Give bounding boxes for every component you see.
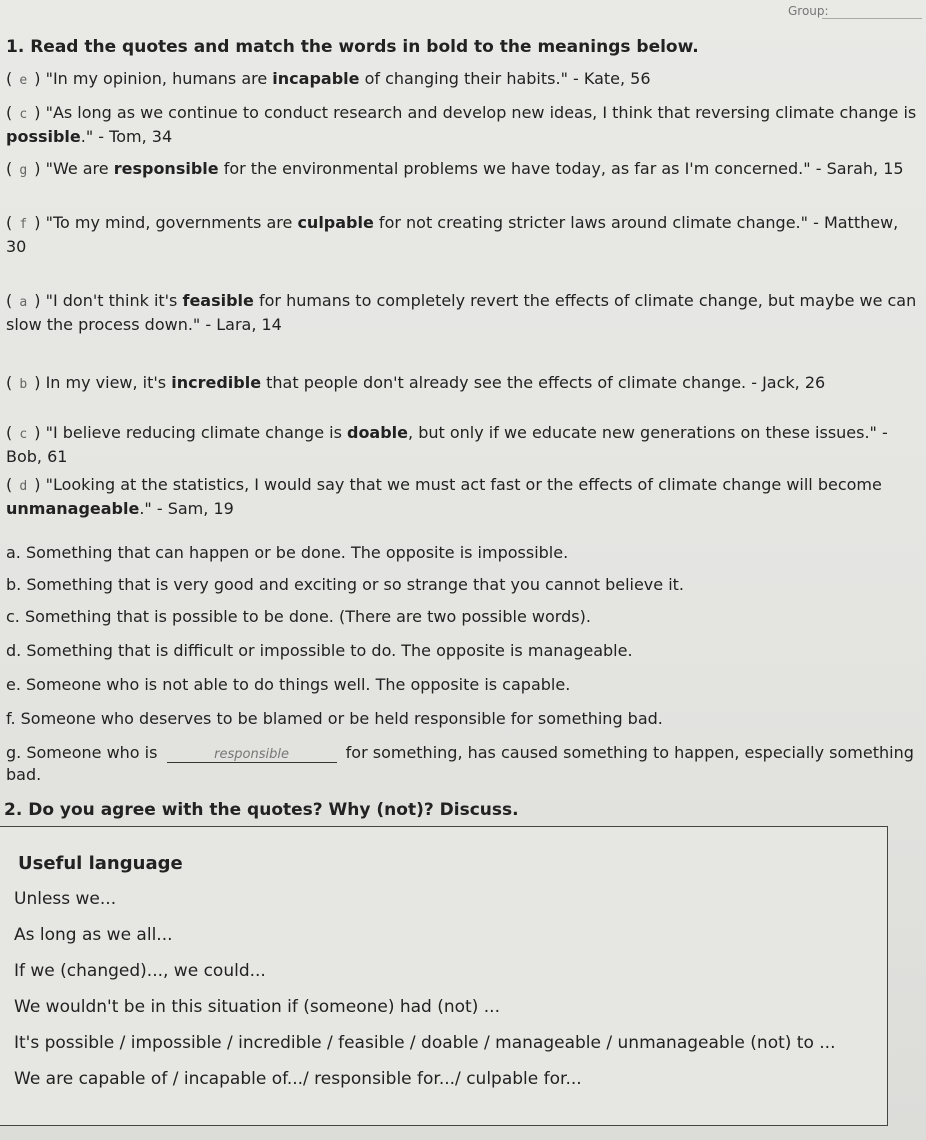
definition-d: d. Something that is difficult or impossible to do. The opposite is manageable. (6, 641, 633, 660)
quote-2: ( c ) "As long as we continue to conduct research and develop new ideas, I think that reversing climate change is possible." - Tom, 34 (6, 103, 917, 146)
quote-1-author: of changing their habits." - Kate, 56 (359, 69, 651, 88)
definition-b: b. Something that is very good and exciting or so strange that you cannot believe it. (6, 575, 685, 594)
useful-line-5: It's possible / impossible / incredible / feasible / doable / manageable / unmanageable (not) to ... (14, 1033, 836, 1053)
quote-4: ( f ) "To my mind, governments are culpable for not creating stricter laws around climate change." - Matthew, 30 (6, 213, 899, 256)
useful-line-3: If we (changed)..., we could... (14, 961, 266, 981)
quote-6-bold-word: incredible (171, 373, 262, 392)
group-answer-line (822, 18, 922, 19)
definition-e: e. Someone who is not able to do things well. The opposite is capable. (6, 675, 571, 694)
quote-7-author: , but only if we educate new generations on these issues." - Bob, 61 (6, 423, 888, 466)
definition-g-answer[interactable]: responsible (167, 747, 337, 763)
quote-4-answer[interactable]: f (19, 217, 28, 232)
quote-2-text: "As long as we continue to conduct research and develop new ideas, I think that reversing climate change is (45, 103, 917, 122)
definition-a: a. Something that can happen or be done. The opposite is impossible. (6, 543, 569, 562)
quote-8-answer[interactable]: d (19, 479, 28, 494)
quote-1: ( e ) "In my opinion, humans are incapable of changing their habits." - Kate, 56 (6, 68, 921, 92)
quote-3-bold-word: responsible (113, 159, 219, 178)
quote-4-text: "To my mind, governments are (45, 213, 298, 232)
quote-3-text: "We are (45, 159, 114, 178)
useful-language-box (0, 826, 888, 1126)
quote-6-text: In my view, it's (45, 373, 172, 392)
quote-5: ( a ) "I don't think it's feasible for humans to completely revert the effects of climate change, but maybe we can slow the process down." - Lara, 14 (6, 291, 917, 334)
useful-line-2: As long as we all... (14, 925, 173, 945)
quote-8-bold-word: unmanageable (6, 499, 140, 518)
quote-2-author: ." - Tom, 34 (80, 127, 173, 146)
definition-g (6, 742, 921, 786)
useful-line-4: We wouldn't be in this situation if (someone) had (not) ... (14, 997, 500, 1017)
quote-1-answer[interactable]: e (19, 73, 28, 88)
exercise-1-heading: 1. Read the quotes and match the words in bold to the meanings below. (6, 37, 699, 57)
quote-8: ( d ) "Looking at the statistics, I would say that we must act fast or the effects of climate change will become unmanageable." - Sam, 19 (6, 475, 882, 518)
quote-7-bold-word: doable (346, 423, 409, 442)
definition-c: c. Something that is possible to be done. (There are two possible words). (6, 607, 591, 626)
quote-8-author: ." - Sam, 19 (139, 499, 234, 518)
quote-5-bold-word: feasible (182, 291, 254, 310)
group-label: Group: (788, 4, 829, 18)
quote-5-answer[interactable]: a (19, 295, 28, 310)
quote-5-text: "I don't think it's (45, 291, 183, 310)
quote-1-text: "In my opinion, humans are (45, 69, 273, 88)
quote-2-answer[interactable]: c (19, 107, 28, 122)
useful-language-title: Useful language (18, 853, 183, 874)
quote-2-bold-word: possible (6, 127, 81, 146)
quote-8-text: "Looking at the statistics, I would say that we must act fast or the effects of climate change will become (45, 475, 882, 494)
quote-3-author: for the environmental problems we have today, as far as I'm concerned." - Sarah, 15 (218, 159, 904, 178)
quote-3: ( g ) "We are responsible for the environmental problems we have today, as far as I'm concerned." - Sarah, 15 (6, 158, 921, 182)
quote-6-author: that people don't already see the effects of climate change. - Jack, 26 (261, 373, 826, 392)
quote-7: ( c ) "I believe reducing climate change is doable, but only if we educate new generations on these issues." - Bob, 61 (6, 423, 888, 466)
quote-6-answer[interactable]: b (19, 377, 28, 392)
definition-g-start: g. Someone who is (6, 743, 158, 762)
quote-4-author: for not creating stricter laws around climate change." - Matthew, 30 (6, 213, 899, 256)
quote-5-author: for humans to completely revert the effects of climate change, but maybe we can slow the process down." - Lara, 14 (6, 291, 917, 334)
definition-g-end: for something, has caused something to happen, especially something bad. (6, 743, 914, 784)
quote-4-bold-word: culpable (297, 213, 374, 232)
useful-line-1: Unless we... (14, 889, 117, 909)
quote-7-answer[interactable]: c (19, 427, 28, 442)
quote-3-answer[interactable]: g (19, 163, 28, 178)
useful-line-6: We are capable of / incapable of.../ responsible for.../ culpable for... (14, 1069, 582, 1089)
quote-6: ( b ) In my view, it's incredible that people don't already see the effects of climate change. - Jack, 26 (6, 372, 921, 396)
exercise-2-heading: 2. Do you agree with the quotes? Why (not)? Discuss. (4, 800, 519, 820)
definition-f: f. Someone who deserves to be blamed or be held responsible for something bad. (6, 709, 663, 728)
quote-1-bold-word: incapable (272, 69, 360, 88)
quote-7-text: "I believe reducing climate change is (45, 423, 347, 442)
